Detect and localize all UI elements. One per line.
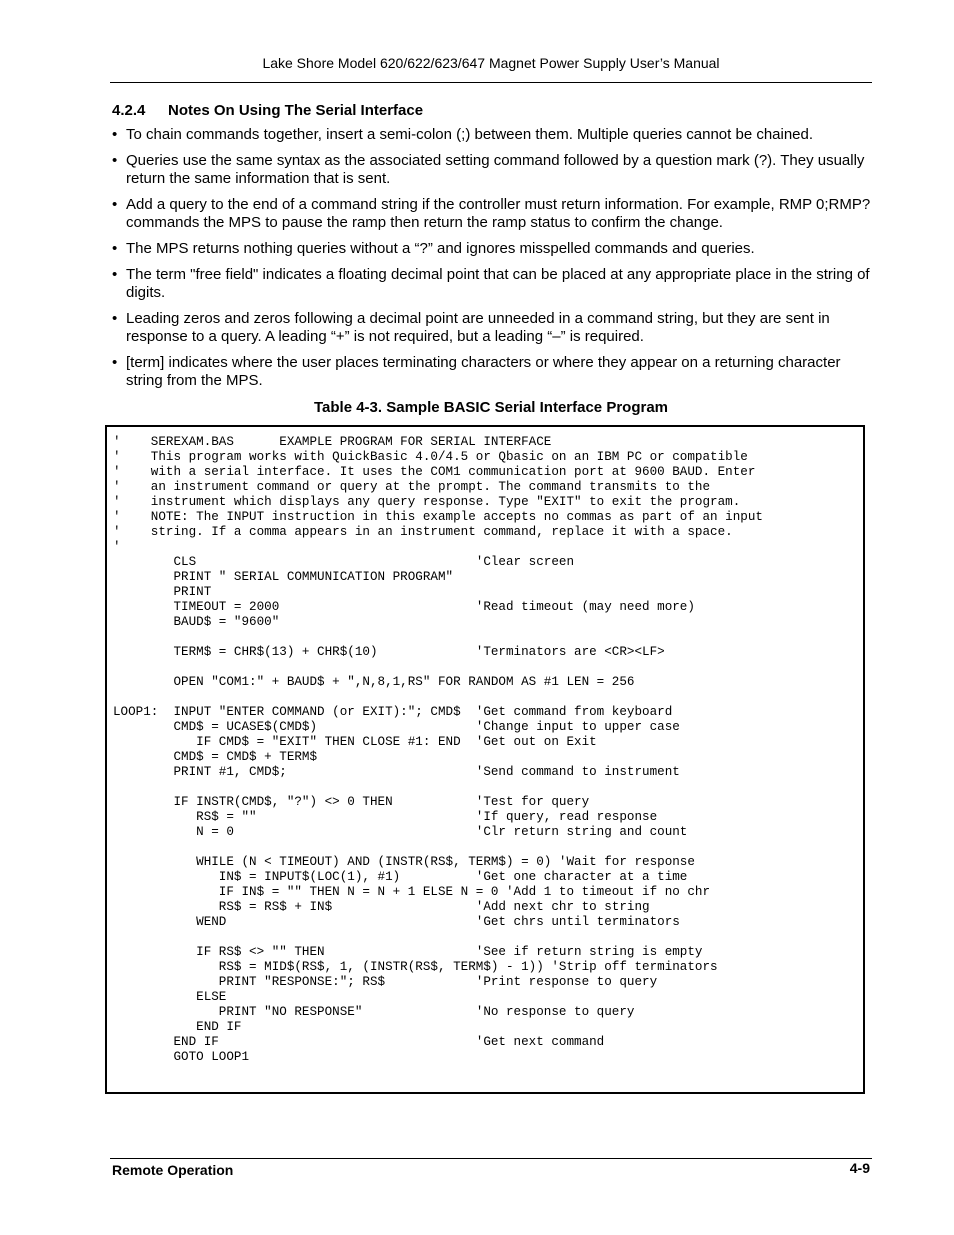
list-item-text: Queries use the same syntax as the associated setting command followed by a question mark (?). They usually return the same information that is sent.	[126, 152, 865, 187]
bullet-icon: •	[112, 310, 118, 327]
list-item	[110, 240, 872, 258]
code-listing: ' SEREXAM.BAS EXAMPLE PROGRAM FOR SERIAL INTERFACE ' This program works with QuickBasic 4.0/4.5 or Qbasic on an IBM PC or compatible ' with a serial interface. It uses the COM1 communication port at 9600 BAUD. Enter ' an instrument command or query at the prompt. The command transmits to the ' instrument which displays any query response. Type "EXIT" to exit the program. ' NOTE: The INPUT instruction in this example accepts no commas as part of an input ' string. If a comma appears in an instrument command, replace it with a space. ' CLS 'Clear screen PRINT " SERIAL COMMUNICATION PROGRAM" PRINT TIMEOUT = 2000 'Read timeout (may need more) BAUD$ = "9600" TERM$ = CHR$(13) + CHR$(10) 'Terminators are <CR><LF> OPEN "COM1:" + BAUD$ + ",N,8,1,RS" FOR RANDOM AS #1 LEN = 256 LOOP1: INPUT "ENTER COMMAND (or EXIT):"; CMD$ 'Get command from keyboard CMD$ = UCASE$(CMD$) 'Change input to upper case IF CMD$ = "EXIT" THEN CLOSE #1: END 'Get out on Exit CMD$ = CMD$ + TERM$ PRINT #1, CMD$; 'Send command to instrument IF INSTR(CMD$, "?") <> 0 THEN 'Test for query RS$ = "" 'If query, read response N = 0 'Clr return string and count WHILE (N < TIMEOUT) AND (INSTR(RS$, TERM$) = 0) 'Wait for response IN$ = INPUT$(LOC(1), #1) 'Get one character at a time IF IN$ = "" THEN N = N + 1 ELSE N = 0 'Add 1 to timeout if no chr RS$ = RS$ + IN$ 'Add next chr to string WEND 'Get chrs until terminators IF RS$ <> "" THEN 'See if return string is empty RS$ = MID$(RS$, 1, (INSTR(RS$, TERM$) - 1)) 'Strip off terminators PRINT "RESPONSE:"; RS$ 'Print response to query ELSE PRINT "NO RESPONSE" 'No response to query END IF END IF 'Get next command GOTO LOOP1	[113, 435, 763, 1064]
footer-rule	[110, 1158, 872, 1159]
list-item	[110, 310, 872, 346]
footer-chapter: Remote Operation	[112, 1162, 234, 1178]
list-item-text: The MPS returns nothing queries without a “?” and ignores misspelled commands and queries.	[126, 240, 755, 257]
bullet-icon: •	[112, 240, 118, 257]
list-item-text: Leading zeros and zeros following a decimal point are unneeded in a command string, but they are sent in response to a query. A leading “+” is not required, but a leading “–” is required.	[126, 310, 830, 345]
bullet-icon: •	[112, 126, 118, 143]
running-header: Lake Shore Model 620/622/623/647 Magnet Power Supply User’s Manual	[262, 55, 720, 71]
header-rule	[110, 82, 872, 83]
list-item-text: Add a query to the end of a command string if the controller must return information. For example, RMP 0;RMP? commands the MPS to pause the ramp then return the ramp status to confirm the change.	[126, 196, 871, 231]
list-item	[110, 126, 872, 144]
list-item	[110, 354, 872, 390]
section-title: Notes On Using The Serial Interface	[168, 102, 424, 119]
list-item	[110, 152, 872, 188]
list-item-text: The term "free field" indicates a floating decimal point that can be placed at any appropriate place in the string of digits.	[126, 266, 870, 301]
notes-list	[110, 126, 872, 398]
code-listing-box	[105, 425, 865, 1094]
section-number: 4.2.4	[112, 102, 146, 119]
bullet-icon: •	[112, 152, 118, 169]
list-item-text: [term] indicates where the user places terminating characters or where they appear on a returning character string from the MPS.	[126, 354, 841, 389]
bullet-icon: •	[112, 196, 118, 213]
list-item	[110, 196, 872, 232]
list-item-text: To chain commands together, insert a semi-colon (;) between them. Multiple queries cannot be chained.	[126, 126, 814, 143]
section-heading	[112, 102, 423, 119]
bullet-icon: •	[112, 266, 118, 283]
bullet-icon: •	[112, 354, 118, 371]
page-number: 4-9	[849, 1160, 870, 1176]
list-item	[110, 266, 872, 302]
table-caption: Table 4-3. Sample BASIC Serial Interface Program	[313, 399, 669, 416]
